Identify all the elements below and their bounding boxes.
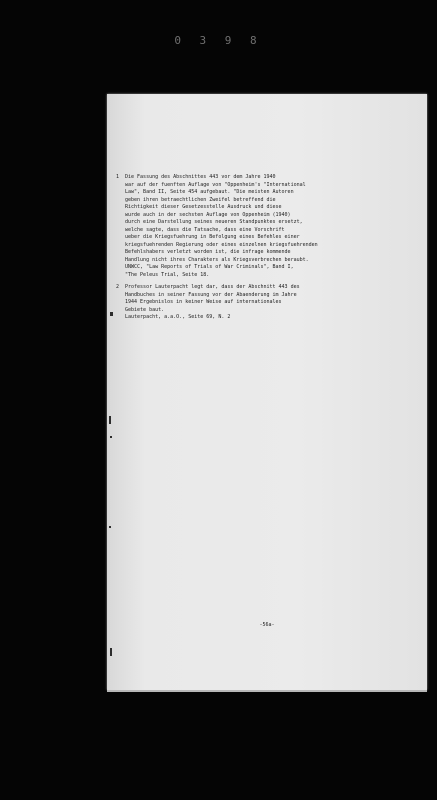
margin-mark bbox=[109, 526, 111, 528]
footnote-number: 1 bbox=[116, 174, 120, 180]
page-bottom-edge bbox=[107, 690, 427, 692]
footnote-line: Handbuches in seiner Fassung vor der Abaenderung im Jahre bbox=[125, 291, 297, 298]
footnote-line: Lauterpacht, a.a.O., Seite 69, N. 2 bbox=[125, 314, 231, 320]
footnote-line: geben ihren betraechtlichen Zweifel betreffend die bbox=[125, 196, 276, 203]
footnote-line: kriegsfuehrenden Regierung oder eines einzelnen kriegsfuehrenden bbox=[125, 241, 318, 248]
footnote-line: durch eine Darstellung seines neueren Standpunktes ersetzt, bbox=[125, 219, 303, 225]
document-page bbox=[107, 94, 427, 690]
footnote-line: Die Fassung des Abschnittes 443 vor dem Jahre 1940 bbox=[125, 174, 276, 180]
footnote-line: Gebiete baut. bbox=[125, 306, 165, 313]
footnote-line: Law", Band II, Seite 454 aufgebaut. "Die meisten Autoren bbox=[125, 189, 294, 195]
footnote-line: 1944 Ergebnislos in keiner Weise auf internationales bbox=[125, 299, 282, 305]
page-number: -56a- bbox=[259, 622, 275, 628]
margin-mark bbox=[110, 648, 112, 656]
footnote-2 bbox=[116, 284, 415, 322]
footnote-line: UNWCC, "Law Reports of Trials of War Criminals", Band I, bbox=[125, 264, 294, 270]
footnote-line: wurde auch in der sechsten Auflage von Oppenheim (1940) bbox=[125, 211, 291, 218]
margin-mark bbox=[110, 312, 113, 316]
footnote-line: Professor Lauterpacht legt dar, dass der Abschnitt 443 des bbox=[125, 284, 300, 290]
footnote-line: Befehlshabers verletzt worden ist, die infrage kommende bbox=[125, 249, 291, 255]
footnote-line: war auf der fuenften Auflage von "Oppenheim's "International bbox=[125, 181, 306, 188]
footnote-line: welche sagte, dass die Tatsache, dass eine Vorschrift bbox=[125, 226, 285, 233]
margin-mark bbox=[110, 436, 112, 438]
footnote-line: Richtigkeit dieser Gesetzesstelle Ausdruck und diese bbox=[125, 204, 282, 210]
footnote-1 bbox=[116, 174, 415, 279]
footnote-line: "The Peleus Trial, Seite 18. bbox=[125, 271, 210, 278]
footnote-line: Handlung nicht ihres Charakters als Kriegsverbrechen beraubt. bbox=[125, 256, 309, 263]
margin-mark bbox=[109, 416, 111, 424]
footnote-line: ueber die Kriegsfuehrung in Befolgung eines Befehles einer bbox=[125, 234, 300, 240]
microfilm-frame-number: 0 3 9 8 bbox=[174, 34, 263, 47]
footnote-number: 2 bbox=[116, 284, 120, 290]
